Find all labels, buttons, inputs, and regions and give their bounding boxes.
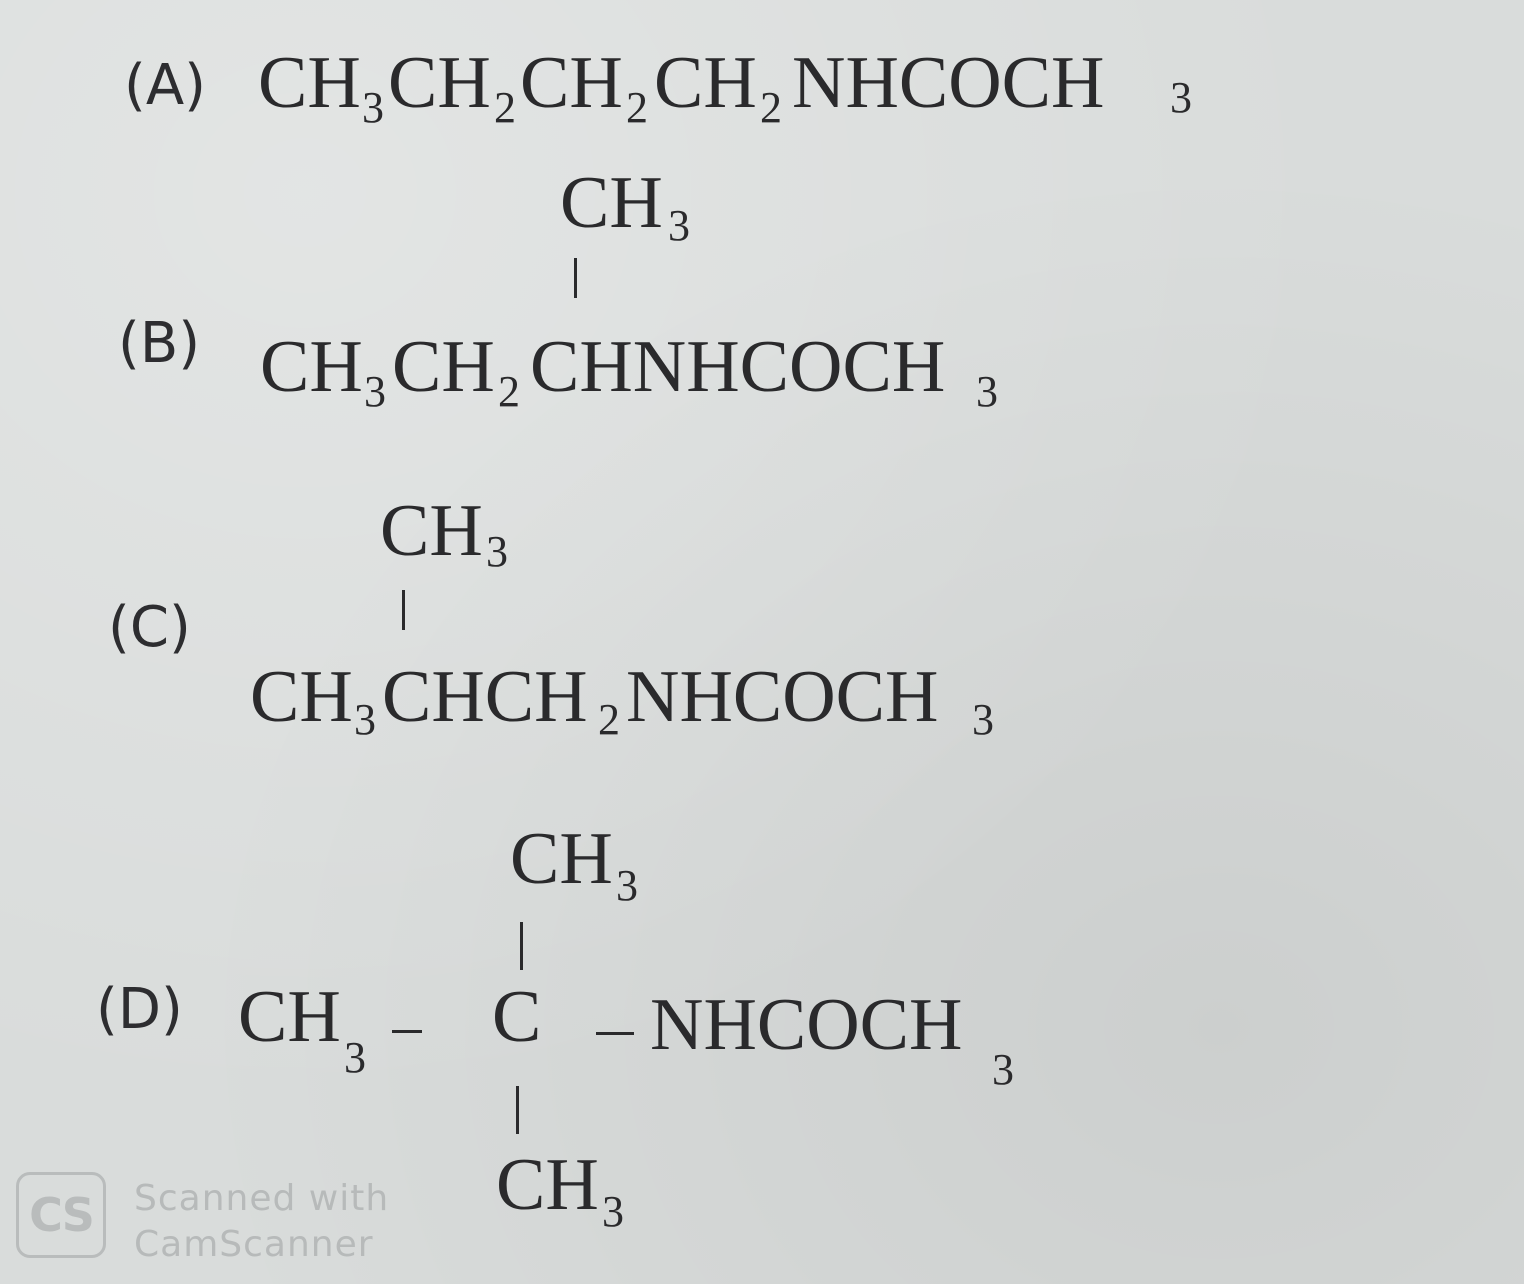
formula-b-top-sub: 3 xyxy=(668,201,690,250)
formula-c-ch: CH xyxy=(250,656,353,738)
formula-c-sub: 2 xyxy=(598,695,620,744)
formula-c-sub: 3 xyxy=(972,695,994,744)
formula-d-bottom-ch: CH xyxy=(496,1144,599,1226)
formula-d-center: C xyxy=(492,976,542,1058)
formula-d-right-group: NHCOCH xyxy=(650,984,963,1066)
formula-a-sub: 2 xyxy=(760,83,782,132)
formula-b-top-ch: CH xyxy=(560,162,663,244)
formula-a-ch: CH xyxy=(520,42,623,124)
formula-c-sub: 3 xyxy=(354,695,376,744)
bond-d-right xyxy=(596,1032,634,1035)
formula-a-ch: CH xyxy=(654,42,757,124)
formula-c-group: CHCH xyxy=(382,656,588,738)
formula-c-group: NHCOCH xyxy=(626,656,939,738)
watermark-line-1: Scanned with xyxy=(134,1178,390,1219)
formula-d-left-sub: 3 xyxy=(344,1033,366,1082)
formula-c-top-sub: 3 xyxy=(486,527,508,576)
formula-b-ch: CH xyxy=(260,326,363,408)
bond-d-vertical-bottom xyxy=(516,1086,519,1134)
formula-b-ch: CH xyxy=(392,326,495,408)
formula-d-top-sub: 3 xyxy=(616,861,638,910)
formula-d-left-ch: CH xyxy=(238,976,341,1058)
formula-c-top-ch: CH xyxy=(380,490,483,572)
formula-a-sub: 2 xyxy=(626,83,648,132)
formula-a-sub: 3 xyxy=(362,83,384,132)
formula-a-group: NHCOCH xyxy=(792,42,1105,124)
option-a-label: (A) xyxy=(124,53,207,118)
bond-c-vertical xyxy=(402,590,405,630)
formula-a-ch: CH xyxy=(258,42,361,124)
formula-a-sub: 2 xyxy=(494,83,516,132)
formula-a-sub: 3 xyxy=(1170,73,1192,122)
formula-d-bottom-sub: 3 xyxy=(602,1187,624,1236)
bond-b-vertical xyxy=(574,258,577,298)
formula-b-sub: 3 xyxy=(364,367,386,416)
formula-b-sub: 3 xyxy=(976,367,998,416)
camscanner-logo: CS xyxy=(16,1172,106,1258)
bond-d-vertical-top xyxy=(520,922,523,970)
bond-d-left xyxy=(392,1030,422,1033)
formula-d-right-sub: 3 xyxy=(992,1045,1014,1094)
formula-d-top-ch: CH xyxy=(510,818,613,900)
option-b-label: (B) xyxy=(118,311,201,376)
formula-b-group: CHNHCOCH xyxy=(530,326,946,408)
formula-b-sub: 2 xyxy=(498,367,520,416)
watermark-line-2: CamScanner xyxy=(134,1224,374,1265)
option-c-label: (C) xyxy=(108,595,191,660)
option-d-label: (D) xyxy=(96,977,183,1042)
formula-a-ch: CH xyxy=(388,42,491,124)
